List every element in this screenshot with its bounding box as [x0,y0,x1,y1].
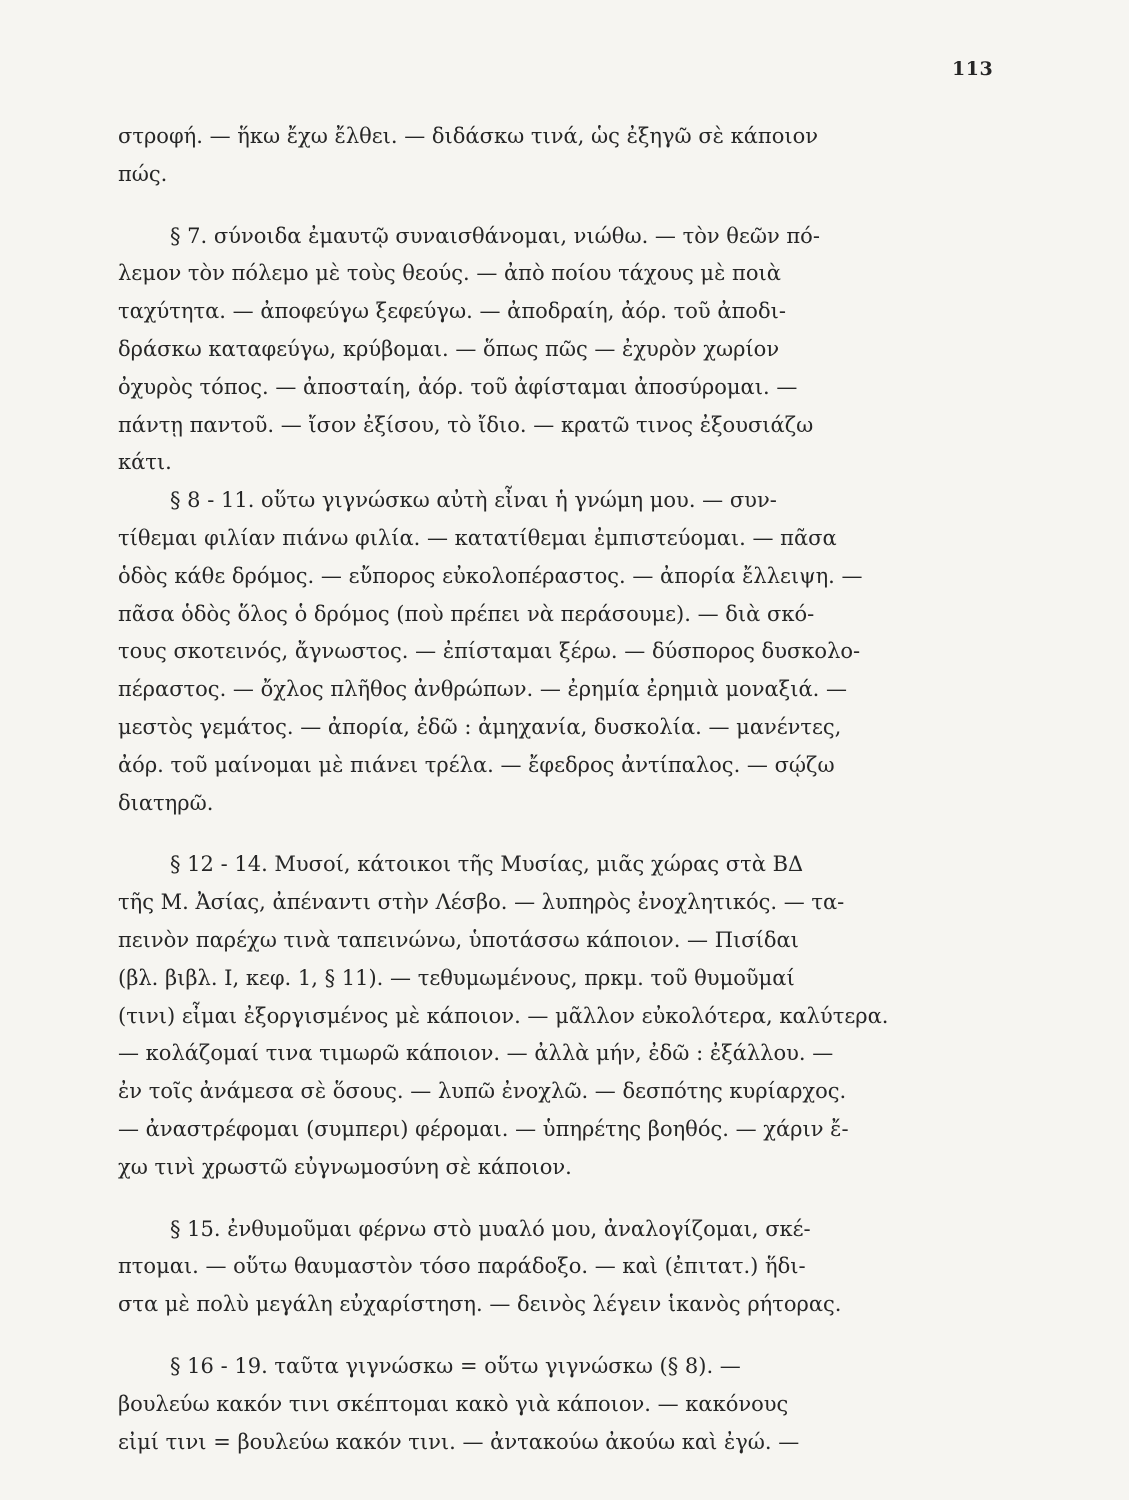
text-line: μεστὸς γεμάτος. — ἀπορία, ἐδῶ : ἀμηχανία, δυσκολία. — μανέντες, [118,714,842,739]
text-line: § 16 - 19. ταῦτα γιγνώσκω = οὕτω γιγνώσκω (§ 8). — [170,1353,741,1378]
text-line: τῆς Μ. Ἀσίας, ἀπέναντι στὴν Λέσβο. — λυπηρὸς ἐνοχλητικός. — τα- [118,890,845,915]
text-line: τους σκοτεινός, ἄγνωστος. — ἐπίσταμαι ξέρω. — δύσπορος δυσκολο- [118,639,861,664]
paragraph-section-16-19 [118,1348,995,1461]
text-line: ἀόρ. τοῦ μαίνομαι μὲ πιάνει τρέλα. — ἔφεδρος ἀντίπαλος. — σῴζω [118,752,835,777]
text-line: κάτι. [118,450,172,475]
text-line: — κολάζομαί τινα τιμωρῶ κάποιον. — ἀλλὰ μήν, ἐδῶ : ἐξάλλου. — [118,1041,834,1066]
paragraph-section-8-11 [118,482,995,822]
text-line: στα μὲ πολὺ μεγάλη εὐχαρίστηση. — δεινὸς λέγειν ἱκανὸς ρήτορας. [118,1292,842,1317]
text-line: — ἀναστρέφομαι (συμπερι) φέρομαι. — ὑπηρέτης βοηθός. — χάριν ἔ- [118,1116,849,1141]
text-line: πάντῃ παντοῦ. — ἴσον ἐξίσου, τὸ ἴδιο. — κρατῶ τινος ἐξουσιάζω [118,412,814,437]
text-line: πτομαι. — οὕτω θαυμαστὸν τόσο παράδοξο. — καὶ (ἐπιτατ.) ἥδι- [118,1254,806,1279]
text-line: δράσκω καταφεύγω, κρύβομαι. — ὅπως πῶς — ἐχυρὸν χωρίον [118,336,780,361]
text-line: πᾶσα ὁδὸς ὅλος ὁ δρόμος (ποὺ πρέπει νὰ περάσουμε). — διὰ σκό- [118,601,815,626]
text-line: τίθεμαι φιλίαν πιάνω φιλία. — κατατίθεμαι ἐμπιστεύομαι. — πᾶσα [118,525,837,550]
text-line: βουλεύω κακόν τινι σκέπτομαι κακὸ γιὰ κάποιον. — κακόνους [118,1391,789,1416]
text-line: διατηρῶ. [118,790,214,815]
text-line: ὁδὸς κάθε δρόμος. — εὔπορος εὐκολοπέραστος. — ἀπορία ἔλλειψη. — [118,563,863,588]
text-line: § 15. ἐνθυμοῦμαι φέρνω στὸ μυαλό μου, ἀναλογίζομαι, σκέ- [170,1216,811,1241]
page-body [118,118,995,1461]
paragraph-section-15 [118,1211,995,1324]
text-line: χω τινὶ χρωστῶ εὐγνωμοσύνη σὲ κάποιον. [118,1154,572,1179]
text-line: πεινὸν παρέχω τινὰ ταπεινώνω, ὑποτάσσω κάποιον. — Πισίδαι [118,927,799,952]
text-line: (βλ. βιβλ. Ι, κεφ. 1, § 11). — τεθυμωμένους, πρκμ. τοῦ θυμοῦμαί [118,965,795,990]
text-line: στροφή. — ἥκω ἔχω ἔλθει. — διδάσκω τινά, ὡς ἐξηγῶ σὲ κάποιον [118,124,819,148]
text-line: § 12 - 14. Μυσοί, κάτοικοι τῆς Μυσίας, μιᾶς χώρας στὰ ΒΔ [170,852,804,877]
text-line: § 7. σύνοιδα ἐμαυτῷ συναισθάνομαι, νιώθω. — τὸν θεῶν πό- [170,223,820,248]
text-line: ὀχυρὸς τόπος. — ἀποσταίη, ἀόρ. τοῦ ἀφίσταμαι ἀποσύρομαι. — [118,374,798,399]
text-line: εἰμί τινι = βουλεύω κακόν τινι. — ἀντακούω ἀκούω καὶ ἐγώ. — [118,1429,800,1454]
text-line: ταχύτητα. — ἀποφεύγω ξεφεύγω. — ἀποδραίη, ἀόρ. τοῦ ἀποδι- [118,299,786,324]
text-line: § 8 - 11. οὕτω γιγνώσκω αὐτὴ εἶναι ἡ γνώμη μου. — συν- [170,488,777,513]
page-number: 113 [952,58,994,80]
paragraph-section-12-14 [118,846,995,1186]
paragraph-continuation [118,118,995,194]
text-line: πέραστος. — ὄχλος πλῆθος ἀνθρώπων. — ἐρημία ἐρημιὰ μοναξιά. — [118,677,847,702]
text-line: ἐν τοῖς ἀνάμεσα σὲ ὅσους. — λυπῶ ἐνοχλῶ. — δεσπότης κυρίαρχος. [118,1079,847,1104]
text-line: (τινι) εἶμαι ἐξοργισμένος μὲ κάποιον. — μᾶλλον εὐκολότερα, καλύτερα. [118,1003,889,1028]
text-line: πώς. [118,161,168,186]
paragraph-section-7 [118,218,995,483]
text-line: λεμον τὸν πόλεμο μὲ τοὺς θεούς. — ἀπὸ ποίου τάχους μὲ ποιὰ [118,261,781,286]
